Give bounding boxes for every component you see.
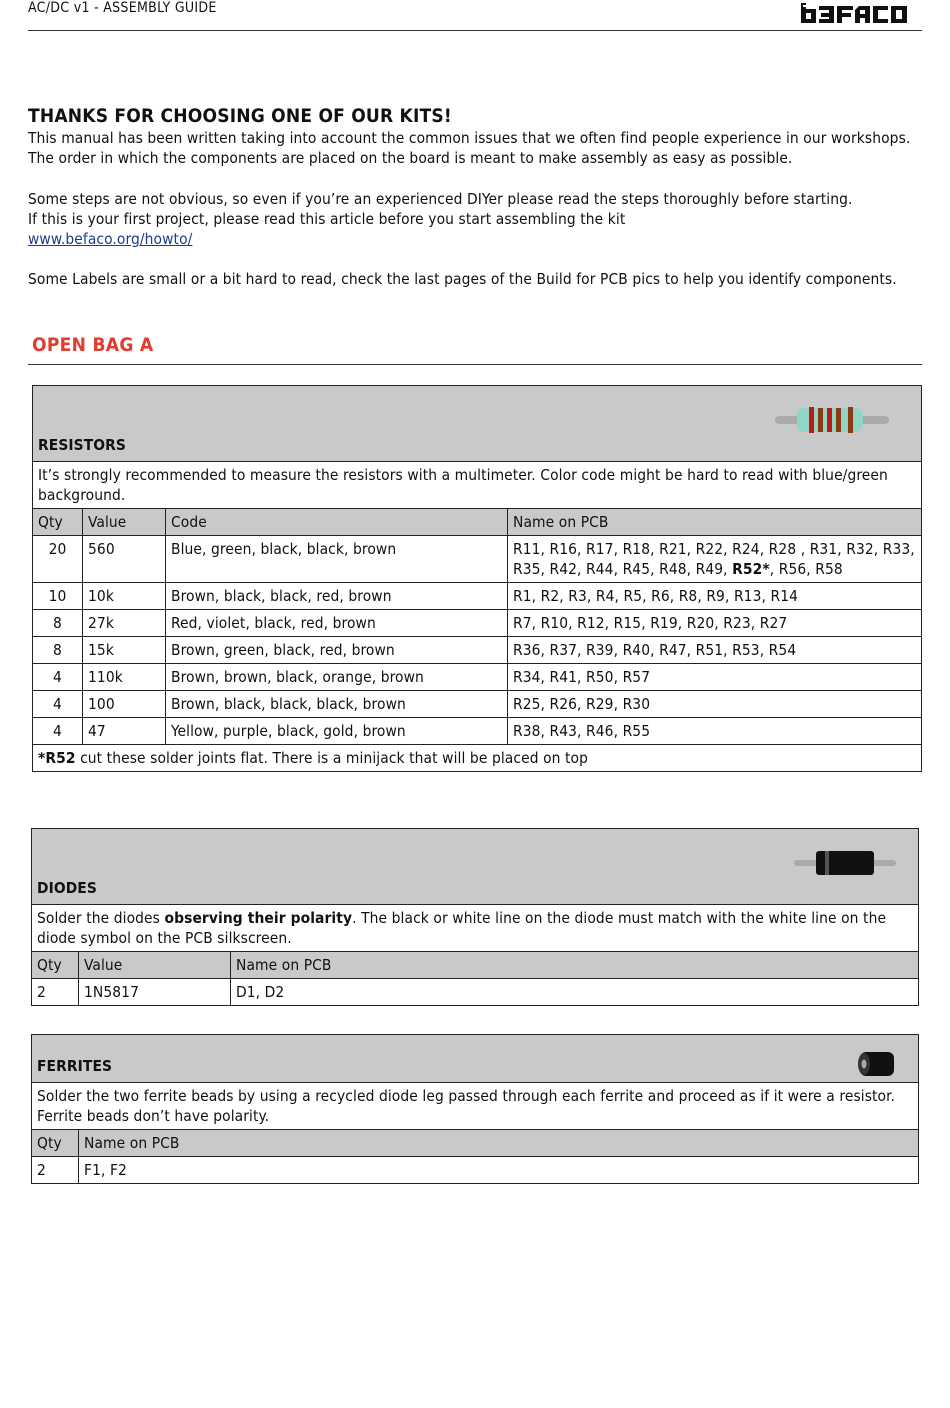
qty-cell: 2	[32, 1157, 79, 1184]
code-cell: Blue, green, black, black, brown	[166, 536, 508, 583]
bag-title: OPEN BAG A	[32, 334, 154, 356]
value-cell: 27k	[83, 610, 166, 637]
diodes-title: DIODES	[37, 879, 97, 897]
ferrites-title: FERRITES	[37, 1057, 113, 1075]
intro-section	[28, 104, 928, 290]
table-row	[33, 691, 922, 718]
intro-paragraph-3: Some Labels are small or a bit hard to read, check the last pages of the Build for PCB pics to help you identify components.	[28, 270, 897, 289]
table-row	[33, 610, 922, 637]
pcb-cell: R36, R37, R39, R40, R47, R51, R53, R54	[508, 637, 922, 664]
col-header-qty: Qty	[32, 952, 79, 979]
qty-cell: 4	[33, 664, 83, 691]
qty-cell: 20	[33, 536, 83, 583]
page-header	[28, 0, 922, 31]
bag-section-header	[28, 334, 922, 365]
intro-paragraph-1: This manual has been written taking into account the common issues that we often find people experience in our workshops. The order in which the components are placed on the board is meant to make assembly as easy as possible.	[28, 129, 911, 168]
col-header-qty: Qty	[33, 509, 83, 536]
value-cell: 100	[83, 691, 166, 718]
ferrites-note: Solder the two ferrite beads by using a recycled diode leg passed through each ferrite and proceed as if it were a resistor. Ferrite beads don’t have polarity.	[32, 1083, 919, 1130]
table-row	[32, 979, 919, 1006]
pcb-cell: R34, R41, R50, R57	[508, 664, 922, 691]
pcb-cell: R38, R43, R46, R55	[508, 718, 922, 745]
qty-cell: 8	[33, 610, 83, 637]
pcb-cell: R7, R10, R12, R15, R19, R20, R23, R27	[508, 610, 922, 637]
intro-paragraph-2a: Some steps are not obvious, so even if you’re an experienced DIYer please read the steps thoroughly before starting.	[28, 189, 853, 208]
table-row	[33, 664, 922, 691]
resistors-table	[32, 385, 922, 772]
value-cell: 1N5817	[79, 979, 231, 1006]
intro-heading: THANKS FOR CHOOSING ONE OF OUR KITS!	[28, 105, 452, 127]
pcb-cell: R11, R16, R17, R18, R21, R22, R24, R28 , R31, R32, R33, R35, R42, R44, R45, R48, R49, R52*, R56, R58	[508, 536, 922, 583]
qty-cell: 8	[33, 637, 83, 664]
resistor-icon	[775, 404, 889, 434]
ferrites-table	[31, 1034, 919, 1184]
table-row	[33, 536, 922, 583]
col-header-value: Value	[83, 509, 166, 536]
table-row	[33, 637, 922, 664]
diodes-note: Solder the diodes observing their polarity. The black or white line on the diode must match with the white line on the diode symbol on the PCB silkscreen.	[32, 905, 919, 952]
qty-cell: 10	[33, 583, 83, 610]
value-cell: 10k	[83, 583, 166, 610]
befaco-logo	[800, 2, 918, 24]
col-header-qty: Qty	[32, 1130, 79, 1157]
code-cell: Yellow, purple, black, gold, brown	[166, 718, 508, 745]
value-cell: 47	[83, 718, 166, 745]
value-cell: 110k	[83, 664, 166, 691]
qty-cell: 4	[33, 718, 83, 745]
resistors-header-cell	[33, 386, 922, 462]
col-header-value: Value	[79, 952, 231, 979]
table-row	[32, 1157, 919, 1184]
code-cell: Brown, brown, black, orange, brown	[166, 664, 508, 691]
table-row	[33, 718, 922, 745]
code-cell: Brown, black, black, red, brown	[166, 583, 508, 610]
code-cell: Brown, green, black, red, brown	[166, 637, 508, 664]
resistors-title: RESISTORS	[38, 436, 126, 454]
value-cell: 560	[83, 536, 166, 583]
pcb-cell: F1, F2	[79, 1157, 919, 1184]
col-header-name-on-pcb: Name on PCB	[231, 952, 919, 979]
resistors-footnote: *R52 cut these solder joints flat. There is a minijack that will be placed on top	[33, 745, 922, 772]
pcb-cell: D1, D2	[231, 979, 919, 1006]
diode-icon	[794, 849, 896, 877]
code-cell: Brown, black, black, black, brown	[166, 691, 508, 718]
intro-paragraph-2b: If this is your first project, please read this article before you start assembling the kit	[28, 209, 626, 228]
diodes-header-cell	[32, 829, 919, 905]
code-cell: Red, violet, black, red, brown	[166, 610, 508, 637]
resistors-note: It’s strongly recommended to measure the resistors with a multimeter. Color code might be hard to read with blue/green background.	[33, 462, 922, 509]
value-cell: 15k	[83, 637, 166, 664]
howto-link[interactable]: www.befaco.org/howto/	[28, 230, 193, 249]
table-row	[33, 583, 922, 610]
r52-bold: R52*	[732, 560, 770, 578]
ferrite-icon	[856, 1051, 896, 1077]
pcb-cell: R25, R26, R29, R30	[508, 691, 922, 718]
col-header-name-on-pcb: Name on PCB	[79, 1130, 919, 1157]
col-header-code: Code	[166, 509, 508, 536]
document-title: AC/DC v1 - ASSEMBLY GUIDE	[28, 0, 217, 16]
ferrites-header-cell	[32, 1035, 919, 1083]
diodes-table	[31, 828, 919, 1006]
pcb-cell: R1, R2, R3, R4, R5, R6, R8, R9, R13, R14	[508, 583, 922, 610]
col-header-name-on-pcb: Name on PCB	[508, 509, 922, 536]
qty-cell: 2	[32, 979, 79, 1006]
qty-cell: 4	[33, 691, 83, 718]
